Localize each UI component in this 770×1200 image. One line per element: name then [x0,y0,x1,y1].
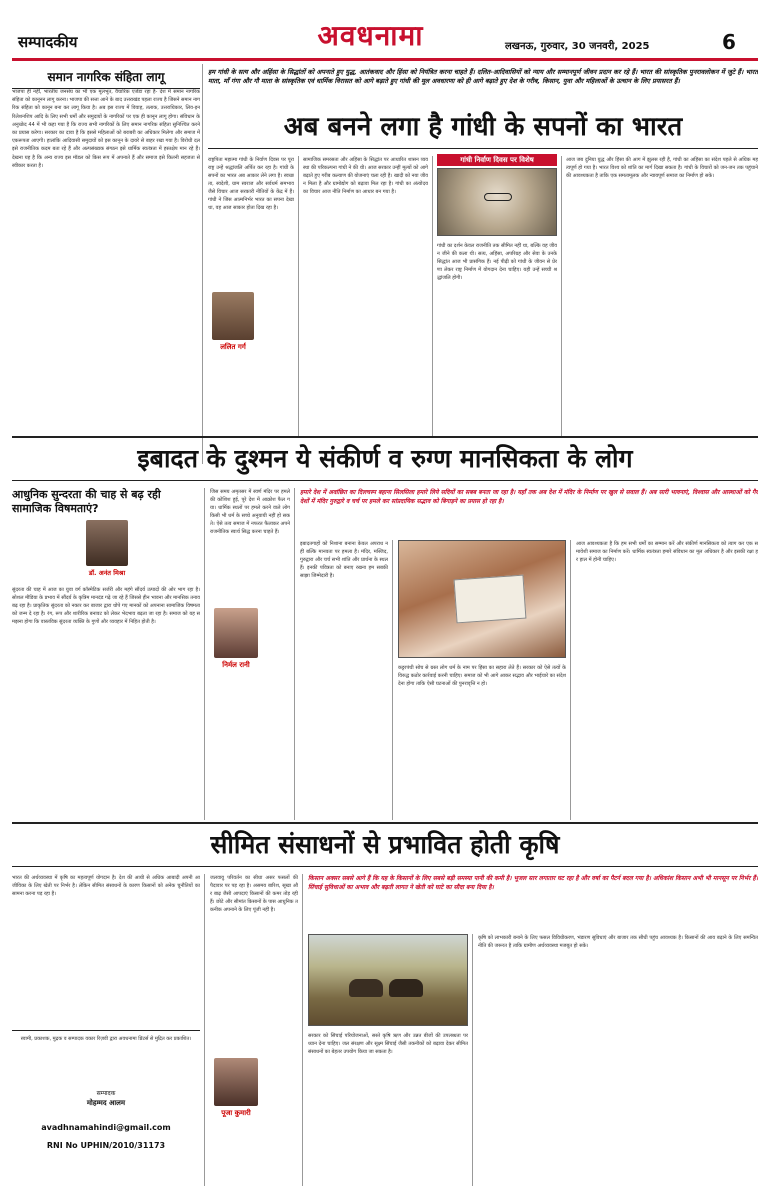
logo [283,14,458,56]
bottom-story-intro: किसान अक्सर सबसे आगे हैं कि यह के किसानों के लिए सबसे बड़ी समस्या पानी की कमी है। भूजल स्तर लगातार घट रहा है और वर्षा का पैटर्न बदल गया है। अधिकांश किसान अभी भी मानसून पर निर्भर हैं। सिंचाई सुविधाओं का अभाव और बढ़ती लागत ने खेती को घाटे का सौदा बना दिया है। [308,875,758,891]
top-story-col3: गांधी का दर्शन केवल राजनीति तक सीमित नहीं था, बल्कि वह जीवन जीने की कला थी। सत्य, अहिंसा, अपरिग्रह और सेवा के उनके सिद्धांत आज भी प्रासंगिक हैं। नई पीढ़ी को गांधी के जीवन से प्रेरणा लेकर राष्ट्र निर्माण में योगदान देना चाहिए। यही उन्हें सच्ची श्रद्धांजलि होगी। [437,243,557,281]
author-card-anant [82,520,132,582]
section-label: सम्पादकीय [18,33,78,51]
imprint-editor-label: सम्पादक [96,1090,116,1097]
author-name-nirmal: निर्मल रानी [210,660,262,671]
imprint-email[interactable]: avadhnamahindi@gmail.com [41,1123,171,1132]
section-rule [12,436,758,438]
imprint-box [12,1030,200,1186]
side-story-body: सुंदरता की चाह में आज का युवा वर्ग कॉस्मेटिक सर्जरी और महंगे सौंदर्य उत्पादों की ओर भाग रहा है। सोशल मीडिया के प्रभाव में सौंदर्य के कृत्रिम मानदंड गढ़े जा रहे हैं जिससे हीन भावना और मानसिक तनाव बढ़ रहा है। प्राकृतिक सुंदरता को नकार कर बाजार द्वारा थोपे गए मानकों को अपनाना सामाजिक विषमता को जन्म दे रहा है। रंग, रूप और शारीरिक बनावट को लेकर भेदभाव बढ़ता जा रहा है। समाज को यह समझना होगा कि वास्तविक सुंदरता व्यक्ति के गुणों और व्यवहार में निहित होती है। [12,587,200,625]
middle-story-col3: कट्टरपंथी सोच से ग्रस्त लोग धर्म के नाम पर हिंसा का सहारा लेते हैं। सरकार को ऐसे तत्वों के विरुद्ध कठोर कार्रवाई करनी चाहिए। समाज को भी आगे आकर सद्भाव और भाईचारे का संदेश देना होगा ताकि ऐसी घटनाओं की पुनरावृत्ति न हो। [398,665,566,687]
bottom-story-col4: कृषि को लाभकारी बनाने के लिए फसल विविधीकरण, भंडारण सुविधाएं और बाजार तक सीधी पहुंच आवश्यक है। किसानों की आय बढ़ाने के लिए समन्वित नीति की जरूरत है ताकि ग्रामीण अर्थव्यवस्था मजबूत हो सके। [478,935,758,949]
column-divider [204,488,205,820]
middle-story-headline: इबादत के दुश्मन ये संकीर्ण व रुग्ण मानसिकता के लोग [137,444,633,473]
side-story-headline: आधुनिक सुन्दरता की चाह से बढ़ रही सामाजिक विषमताएं? [12,488,161,515]
section-rule [12,822,758,824]
author-portrait [214,1058,258,1106]
imprint-rni: RNI No UPHIN/2010/31173 [46,1141,166,1150]
top-story-headline: अब बनने लगा है गांधी के सपनों का भारत [283,112,683,142]
column-divider [204,874,205,1186]
headline-rule [12,866,758,867]
column-divider [570,540,571,820]
farm-bullock-photo [308,934,468,1026]
editorial [12,64,200,504]
side-story [12,488,200,818]
author-card-nirmal [210,608,262,674]
column-divider [302,874,303,1186]
middle-story [12,440,758,820]
top-story [208,64,758,436]
editorial-body: भाजपा ही नहीं, भारतीय जनसंघ का भी एक मूलभूत, वैचारिक एजेंडा रहा है- देश में समान नागरिक संहिता को कानूनन लागू करना। भाजपा की सत्ता आने के बाद उत्तराखंड पहला राज्य है जिसने समान नागरिक संहिता को कानून बना कर लागू किया है। अब इस राज्य में विवाह, तलाक, उत्तराधिकार, लिव-इन रिलेशनशिप आदि के लिए सभी धर्मों और समुदायों के नागरिकों पर एक ही कानून लागू होगा। संविधान के अनुच्छेद 44 में भी कहा गया है कि राज्य सभी नागरिकों के लिए समान नागरिक संहिता सुनिश्चित करने का प्रयास करेगा। सरकार का दावा है कि इससे महिलाओं को बराबरी का अधिकार मिलेगा और समाज में एकरूपता आएगी। हालांकि आदिवासी समुदायों को इस कानून के दायरे से बाहर रखा गया है। विरोधी दल इसे राजनीतिक कदम बता रहे हैं और अल्पसंख्यक संगठन इसे धार्मिक स्वतंत्रता में हस्तक्षेप मान रहे हैं। देखना यह है कि अन्य राज्य इस मॉडल को किस रूप में अपनाते हैं और समाज इसे कितनी सहजता से स्वीकार करता है। [12,89,200,169]
column-divider [392,540,393,820]
protest-banner-icon [454,575,527,624]
editorial-title: समान नागरिक संहिता लागू [12,68,200,89]
author-name-pooja: पूजा कुमारी [210,1108,262,1119]
bottom-story-col3: सरकार को सिंचाई परियोजनाओं, सस्ते कृषि ऋण और उन्नत बीजों की उपलब्धता पर ध्यान देना चाहिए। जल संरक्षण और सूक्ष्म सिंचाई जैसी तकनीकों को बढ़ावा देकर सीमित संसाधनों का बेहतर उपयोग किया जा सकता है। [308,1033,468,1055]
middle-story-col2: इबादतगाहों को निशाना बनाना केवल अपराध नहीं बल्कि मानवता पर हमला है। मंदिर, मस्जिद, गुरुद्वारा और चर्च सभी शांति और प्रार्थना के स्थल हैं। इनकी पवित्रता को बनाए रखना हम सबकी साझा जिम्मेदारी है। [300,541,388,579]
masthead-rule [12,58,758,61]
headline-rule [12,480,758,481]
column-divider [202,64,203,464]
top-story-col1: राष्ट्रपिता महात्मा गांधी के निर्वाण दिवस पर पूरा राष्ट्र उन्हें श्रद्धांजलि अर्पित कर रहा है। गांधी के सपनों का भारत अब आकार लेने लगा है। स्वच्छता, स्वदेशी, ग्राम स्वराज और सर्वधर्म समभाव जैसे विचार आज सरकारी नीतियों के केंद्र में हैं। गांधी ने जिस आत्मनिर्भर भारत का सपना देखा था, वह आज साकार होता दिख रहा है। [208,157,294,211]
bottom-story-col1: भारत की अर्थव्यवस्था में कृषि का महत्वपूर्ण योगदान है। देश की आधी से अधिक आबादी अपनी आजीविका के लिए खेती पर निर्भर है। लेकिन सीमित संसाधनों के कारण किसानों को अनेक चुनौतियों का सामना करना पड़ रहा है। [12,875,200,897]
bullock-icon [349,979,383,997]
author-card-pooja [210,1058,262,1122]
author-name-anant: डॉ. अनंत मिश्रा [72,568,142,578]
masthead [0,0,770,64]
dateline: लखनऊ, गुरुवार, 30 जनवरी, 2025 [505,41,650,52]
bottom-story [12,826,758,1188]
top-story-col4: आज जब दुनिया युद्ध और हिंसा की आग में झुलस रही है, गांधी का अहिंसा का संदेश पहले से अधिक महत्वपूर्ण हो गया है। भारत विश्व को शांति का मार्ग दिखा सकता है। गांधी के विचारों को जन-जन तक पहुंचाने की आवश्यकता है ताकि एक समतामूलक और न्यायपूर्ण समाज का निर्माण हो सके। [566,157,758,179]
imprint-text: स्वामी, प्रकाशक, मुद्रक व सम्पादक वकार रिज़वी द्वारा अवधनामा प्रिंटर्स से मुद्रित कर प्रकाशित। [20,1036,192,1042]
column-divider [298,156,299,436]
top-story-col2: सामाजिक समरसता और अहिंसा के सिद्धांत पर आधारित शासन व्यवस्था की परिकल्पना गांधी ने की थी। आज सरकार उन्हीं मूल्यों को आगे बढ़ाते हुए गरीब कल्याण की योजनाएं चला रही है। खादी को नया जीवन मिला है और ग्रामोद्योग को बढ़ावा मिल रहा है। गांधी का अंत्योदय का विचार आज नीति निर्माण का आधार बन गया है। [303,157,428,195]
middle-story-col1: जिस समय अमृतसर में स्वर्ण मंदिर पर हमले की कोशिश हुई, पूरे देश में आक्रोश फैल गया। धार्मिक स्थलों पर हमले करने वाले लोग किसी भी धर्म के सच्चे अनुयायी नहीं हो सकते। ऐसे तत्व समाज में नफरत फैलाकर अपने राजनीतिक स्वार्थ सिद्ध करना चाहते हैं। [210,489,290,535]
author-portrait [86,520,128,566]
gandhi-glasses-icon [484,193,512,201]
top-story-intro: हम गांधी के सत्य और अहिंसा के सिद्धांतों को अपनाते हुए युद्ध, आतंकवाद और हिंसा को नियंत्रित करना चाहते हैं। दलित-आदिवासियों को न्याय और सम्मानपूर्ण जीवन प्रदान कर रहे हैं। भारत की सांस्कृतिक पुनरावलोकन में जुटे हैं। भारत माता, माँ गंगा और गौ माता के सांस्कृतिक एवं धार्मिक विरासत को आगे बढ़ाते हुए गांधी की मूल अवधारणा को ही आगे बढ़ाते हुए देश के गरीब, किसान, युवा और महिलाओं के उत्थान के लिए प्रयासरत हैं। [208,68,758,85]
temple-protest-photo [398,540,566,658]
gandhi-portrait [437,168,557,236]
column-divider [472,934,473,1186]
middle-story-intro: हमारे देश में अवांछित का दिलचस्प बहाना सिलसिला हमारे लिये सदियों का सबब बनता जा रहा है। यहाँ तक अब देश में मंदिर के निर्माण पर खुल से सवाल हैं। अब सारी भावनाएं, विश्वास और आस्थाओं को गैर देशों में मंदिर गुरुद्वारे व चर्च पर हमले कर सांप्रदायिक सद्भाव को बिगाड़ने का प्रयास हो रहा है। [300,489,758,505]
special-label: गांधी निर्वाण दिवस पर विशेष [437,154,557,166]
column-divider [561,156,562,436]
author-portrait [212,292,254,340]
bullock-icon [389,979,423,997]
column-divider [294,488,295,820]
author-name-lalit: ललित गर्ग [208,342,258,353]
middle-story-col4: आज आवश्यकता है कि हम सभी धर्मों का सम्मान करें और संकीर्ण मानसिकता को त्याग कर एक समावेशी समाज का निर्माण करें। धार्मिक स्वतंत्रता हमारे संविधान का मूल अधिकार है और इसकी रक्षा हर हाल में होनी चाहिए। [576,541,758,563]
column-divider [432,156,433,436]
headline-rule [208,148,758,149]
author-portrait [214,608,258,658]
bottom-story-col2: जलवायु परिवर्तन का सीधा असर फसलों की पैदावार पर पड़ रहा है। असमय बारिश, सूखा और बाढ़ जैसी आपदाएं किसानों की कमर तोड़ रही हैं। छोटे और सीमांत किसानों के पास आधुनिक तकनीक अपनाने के लिए पूंजी नहीं है। [210,875,298,913]
page-number: 6 [722,30,736,54]
imprint-editor: मोहम्मद आलम [86,1099,126,1107]
author-card-lalit [208,292,258,356]
logo-text: अवधनामा [317,19,424,52]
bottom-story-headline: सीमित संसाधनों से प्रभावित होती कृषि [210,830,560,859]
